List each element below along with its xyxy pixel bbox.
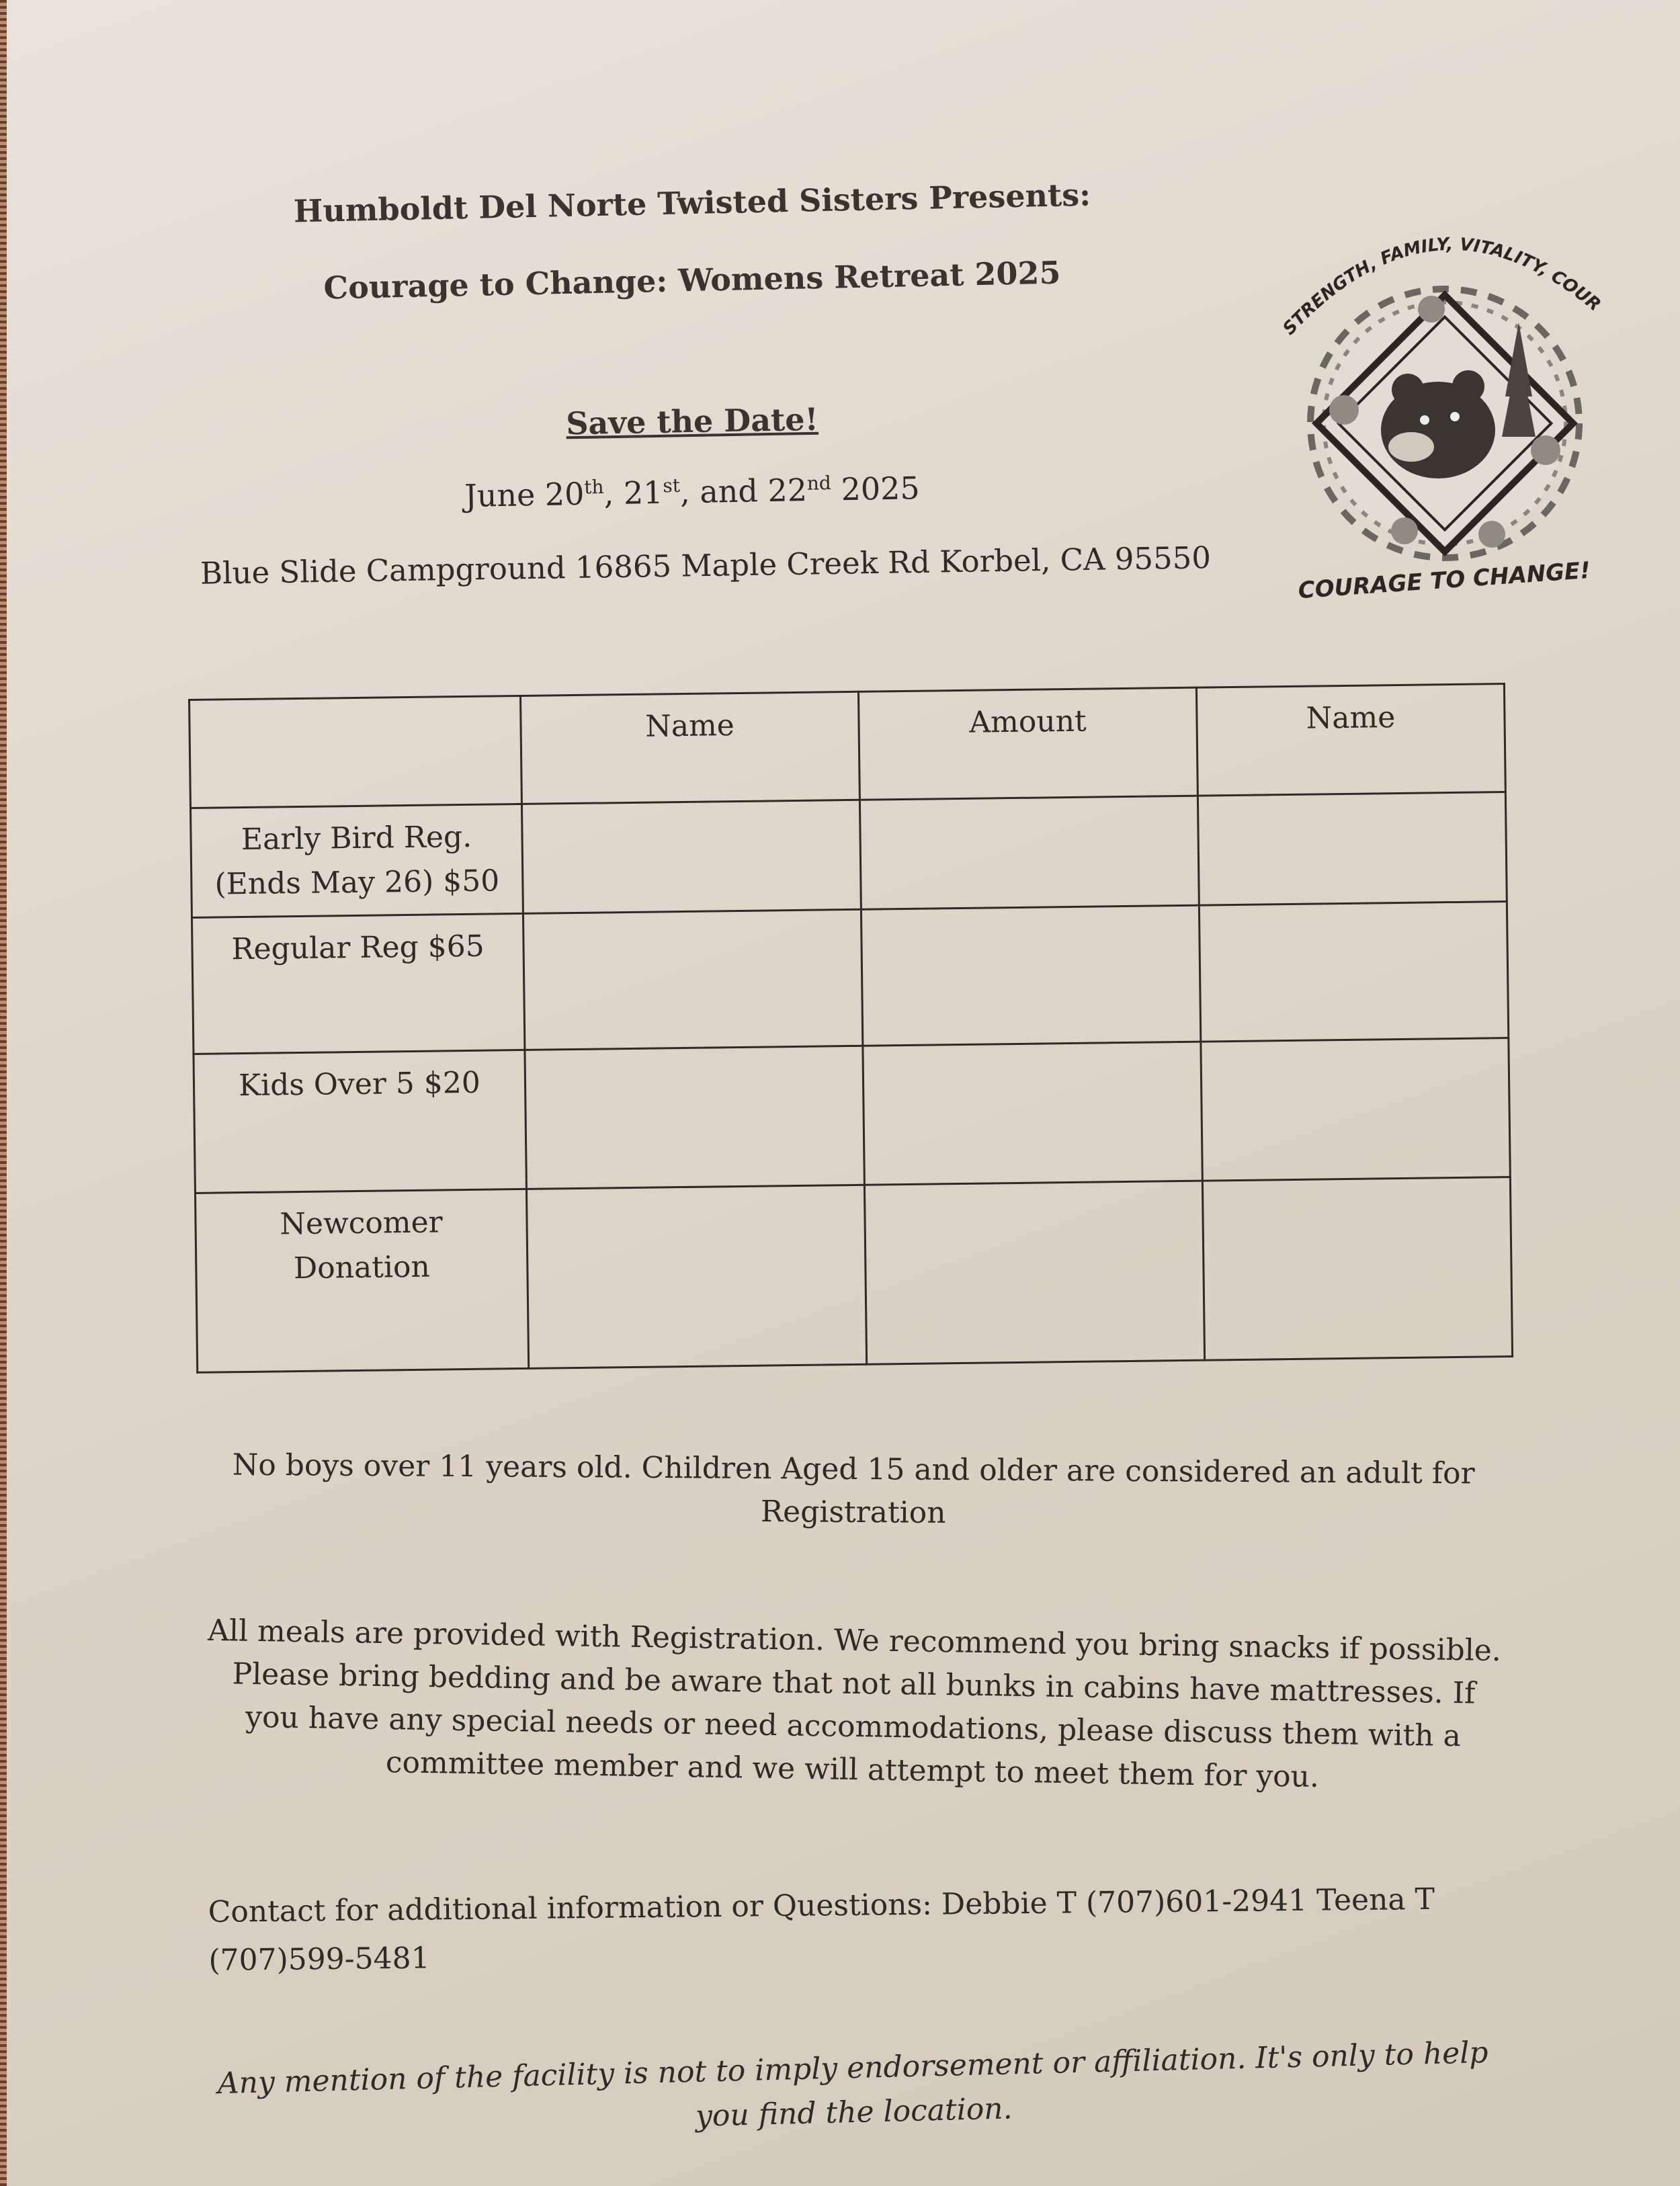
table-header-blank <box>190 696 522 808</box>
amount-cell[interactable] <box>864 1181 1204 1364</box>
amount-cell[interactable] <box>859 796 1199 909</box>
bear-diamond-emblem-icon <box>1263 202 1626 605</box>
name-cell-2[interactable] <box>1202 1177 1512 1361</box>
amount-cell[interactable] <box>861 905 1200 1046</box>
row-label-newcomer: Newcomer Donation <box>195 1189 528 1372</box>
name-cell-2[interactable] <box>1198 792 1507 906</box>
table-row <box>195 1177 1512 1373</box>
row-label-kids: Kids Over 5 $20 <box>194 1050 526 1193</box>
registration-table <box>188 683 1513 1374</box>
name-cell[interactable] <box>523 909 862 1050</box>
name-cell[interactable] <box>525 1046 864 1189</box>
table-row <box>192 902 1508 1054</box>
table-header-amount: Amount <box>858 687 1198 800</box>
name-cell[interactable] <box>526 1185 866 1368</box>
facility-disclaimer: Any mention of the facility is not to imply endorsement or affiliation. It's only to help you find the location. <box>217 2035 1489 2134</box>
event-dates: June 20th, 21st, and 22nd 2025 <box>464 470 921 514</box>
table-row <box>194 1038 1510 1193</box>
table-header-row <box>190 684 1506 808</box>
name-cell-2[interactable] <box>1201 1038 1510 1181</box>
name-cell-2[interactable] <box>1199 902 1508 1042</box>
event-location: Blue Slide Campground 16865 Maple Creek Rd Korbel, CA 95550 <box>200 540 1212 591</box>
table-header-name: Name <box>520 691 859 804</box>
presenter-heading: Humboldt Del Norte Twisted Sisters Presents: <box>293 176 1091 230</box>
row-label-early-bird: Early Bird Reg. (Ends May 26) $50 <box>190 804 523 917</box>
table-header-name-2: Name <box>1196 684 1505 796</box>
name-cell[interactable] <box>521 800 861 913</box>
background-fabric-edge <box>0 0 7 2186</box>
age-policy-text: No boys over 11 years old. Children Aged 15 and older are considered an adult for Registration <box>232 1447 1475 1530</box>
event-title: Courage to Change: Womens Retreat 2025 <box>323 254 1062 306</box>
svg-text:STRENGTH, FAMILY, VITALITY, CO: STRENGTH, FAMILY, VITALITY, COUR <box>1279 234 1605 339</box>
amount-cell[interactable] <box>863 1042 1202 1185</box>
save-the-date-heading: Save the Date! <box>565 401 819 442</box>
svg-text:COURAGE TO CHANGE!: COURAGE TO CHANGE! <box>1297 556 1591 605</box>
meals-info-text: All meals are provided with Registration. We recommend you bring snacks if possible. Please bring bedding and be aware that not all bunks in cabins have mattresses. If you have any special needs or need accommodations, please discuss them with a committee member and we will attempt to meet them for you. <box>207 1613 1502 1794</box>
row-label-regular: Regular Reg $65 <box>192 913 524 1054</box>
contact-info-text: Contact for additional information or Questions: Debbie T (707)601-2941 Teena T (707)599-5481 <box>208 1882 1435 1978</box>
table-row <box>190 792 1507 918</box>
courage-to-change-logo <box>1263 202 1626 605</box>
